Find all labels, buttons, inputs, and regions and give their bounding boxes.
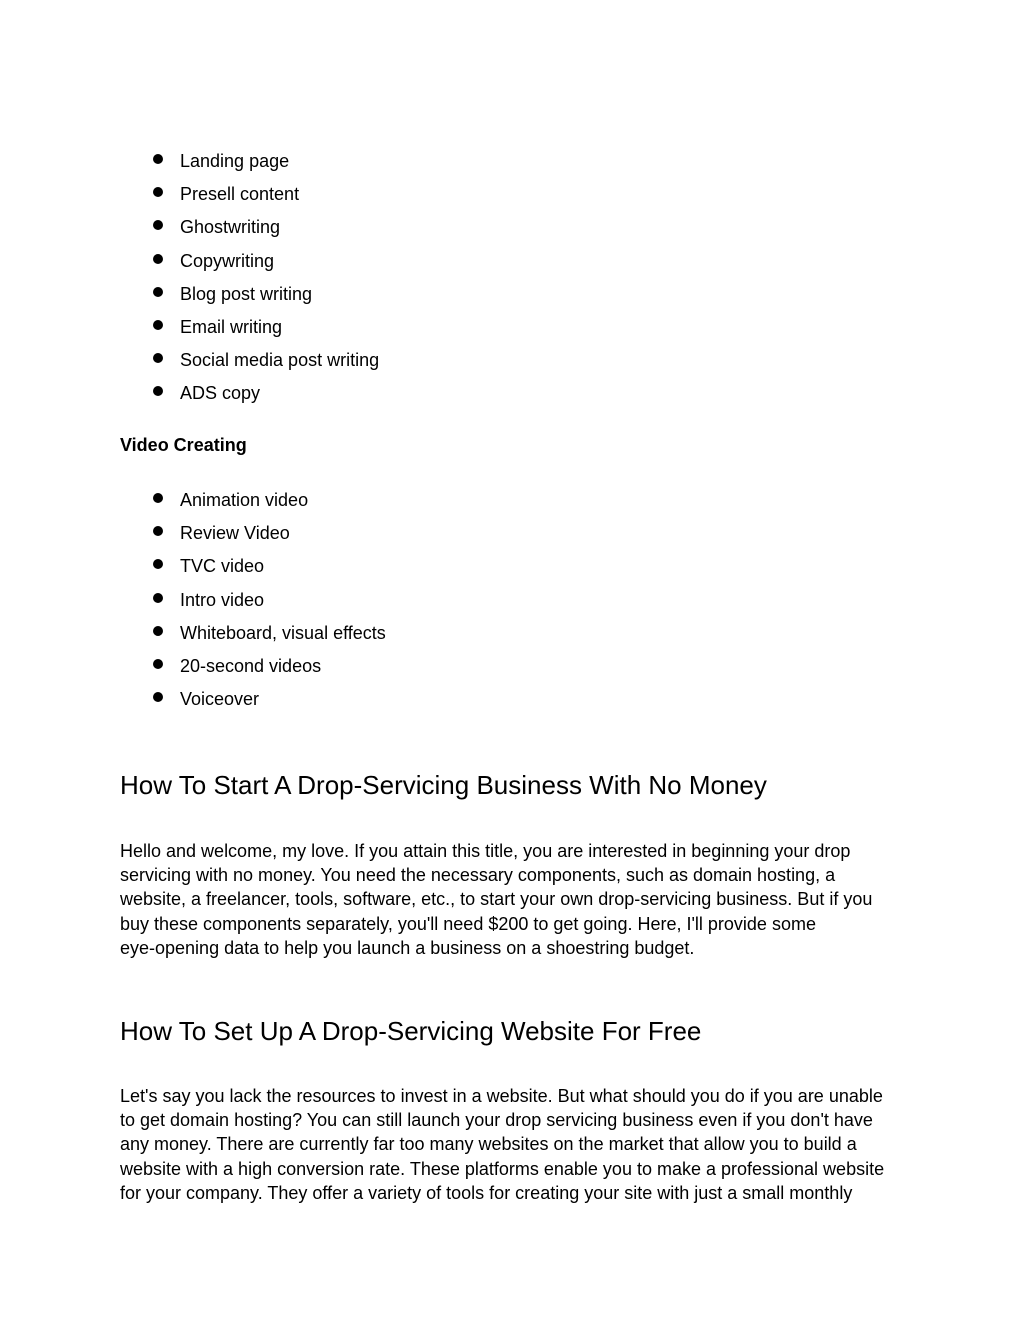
list-item-label: Ghostwriting — [180, 217, 281, 238]
free-website-paragraph — [120, 1084, 910, 1205]
list-item — [152, 349, 379, 382]
bullet-icon — [153, 154, 163, 164]
list-item-label: Landing page — [180, 151, 290, 171]
list-item-label: Intro video — [180, 589, 265, 610]
bullet-icon — [153, 626, 163, 636]
list-item-label: Blog post writing — [180, 283, 313, 304]
paragraph-line: buy these components separately, you'll need $200 to get going. Here, I'll provide some — [120, 913, 816, 934]
video-services-list — [152, 489, 386, 721]
bullet-icon — [153, 659, 163, 669]
list-item — [152, 216, 379, 249]
list-item — [152, 283, 379, 316]
list-item — [152, 150, 379, 183]
list-item-label: Animation video — [180, 490, 309, 510]
list-item — [152, 522, 386, 555]
no-money-heading: How To Start A Drop-Servicing Business With No Money — [120, 770, 767, 800]
list-item-label: ADS copy — [180, 383, 261, 404]
bullet-icon — [153, 386, 163, 396]
paragraph-line: servicing with no money. You need the necessary components, such as domain hosting, a — [120, 865, 836, 886]
list-item — [152, 655, 386, 688]
list-item-label: Email writing — [180, 316, 283, 337]
paragraph-line: Let's say you lack the resources to invest in a website. But what should you do if you are unable — [120, 1086, 883, 1106]
list-item-label: 20-second videos — [180, 655, 322, 676]
list-item-label: Presell content — [180, 184, 300, 205]
list-item — [152, 688, 386, 721]
list-item-label: Copywriting — [180, 250, 275, 271]
bullet-icon — [153, 287, 163, 297]
no-money-paragraph — [120, 839, 910, 960]
bullet-icon — [153, 493, 163, 503]
paragraph-line: website, a freelancer, tools, software, etc., to start your own drop-servicing business. But if you — [120, 889, 873, 910]
paragraph-line: for your company. They offer a variety of tools for creating your site with just a small monthly — [120, 1182, 853, 1203]
bullet-icon — [153, 220, 163, 230]
list-item — [152, 489, 386, 522]
list-item-label: Voiceover — [180, 689, 260, 710]
writing-services-list — [152, 150, 379, 416]
list-item-label: Whiteboard, visual effects — [180, 622, 386, 643]
paragraph-line: Hello and welcome, my love. If you attain this title, you are interested in beginning your drop — [120, 841, 851, 861]
paragraph-line: website with a high conversion rate. These platforms enable you to make a professional website — [120, 1158, 885, 1179]
bullet-icon — [153, 692, 163, 702]
list-item — [152, 316, 379, 349]
list-item-label: TVC video — [180, 556, 265, 577]
video-creating-heading: Video Creating — [120, 435, 247, 455]
bullet-icon — [153, 320, 163, 330]
list-item — [152, 250, 379, 283]
list-item-label: Social media post writing — [180, 350, 380, 371]
list-item-label: Review Video — [180, 523, 290, 544]
free-website-heading: How To Set Up A Drop-Servicing Website For Free — [120, 1016, 702, 1046]
bullet-icon — [153, 593, 163, 603]
list-item — [152, 382, 379, 415]
bullet-icon — [153, 559, 163, 569]
paragraph-line: eye-opening data to help you launch a business on a shoestring budget. — [120, 937, 695, 958]
bullet-icon — [153, 353, 163, 363]
bullet-icon — [153, 526, 163, 536]
paragraph-line: to get domain hosting? You can still launch your drop servicing business even if you don't have — [120, 1110, 873, 1131]
bullet-icon — [153, 187, 163, 197]
list-item — [152, 555, 386, 588]
list-item — [152, 183, 379, 216]
bullet-icon — [153, 254, 163, 264]
paragraph-line: any money. There are currently far too many websites on the market that allow you to build a — [120, 1134, 857, 1155]
list-item — [152, 589, 386, 622]
list-item — [152, 622, 386, 655]
